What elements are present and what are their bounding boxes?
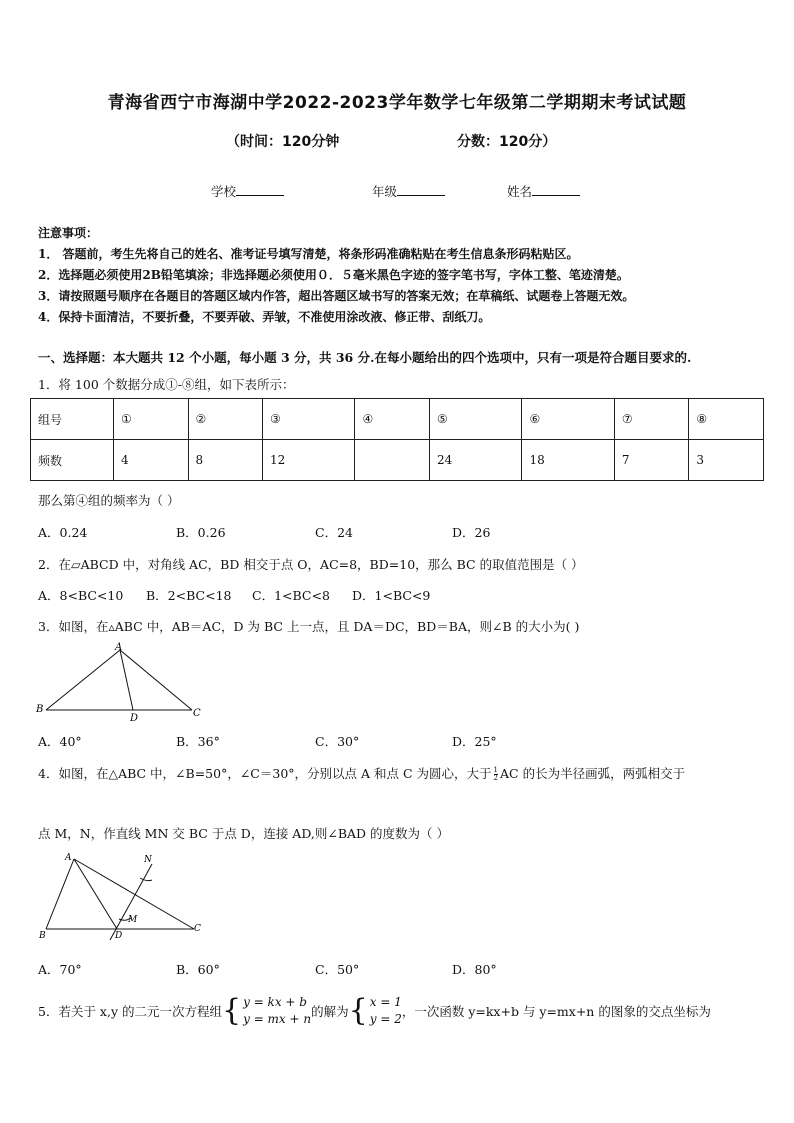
label-m: M [128, 915, 138, 925]
q3-option-a[interactable]: A．40° [38, 734, 82, 749]
equation-system: { y = kx + b y = mx + n [222, 993, 312, 1028]
notes-section [38, 223, 634, 328]
exam-time: （时间：120分钟 [226, 134, 340, 150]
name-label: 姓名 [507, 184, 533, 199]
table-cell [355, 440, 430, 481]
half-fraction [494, 767, 498, 782]
side-ab [46, 859, 74, 929]
table-cell: ① [114, 399, 189, 440]
label-c: C [194, 924, 201, 934]
table-cell: 24 [430, 440, 522, 481]
table-row [31, 440, 764, 481]
solution-x: x = 1 [369, 995, 402, 1009]
q4-option-b[interactable]: B．60° [176, 962, 220, 977]
q5-stem [38, 994, 711, 1028]
label-a: A [115, 642, 123, 653]
note-item: 1． 答题前，考生先将自己的姓名、准考证号填写清楚，将条形码准确粘贴在考生信息条形码粘贴区。 [38, 247, 579, 261]
notes-heading: 注意事项： [38, 226, 99, 240]
note-item: 2．选择题必须使用2B铅笔填涂；非选择题必须使用０．５毫米黑色字迹的签字笔书写，字体工整、笔迹清楚。 [38, 268, 629, 282]
frequency-table [30, 398, 764, 481]
q4-stem-a: 4．如图，在△ABC 中，∠B=50°，∠C＝30°，分别以点 A 和点 C 为圆心，大于 [38, 766, 492, 781]
frac-denominator: 2 [493, 774, 498, 782]
name-field [507, 182, 580, 200]
q3-option-d[interactable]: D．25° [452, 734, 497, 749]
equation-1: y = kx + b [243, 995, 307, 1009]
q3-option-c[interactable]: C．30° [315, 734, 360, 749]
q1-option-a[interactable]: A．0.24 [38, 525, 88, 540]
label-d: D [130, 713, 139, 724]
label-a: A [65, 853, 72, 863]
note-item: 3．请按照题号顺序在各题目的答题区域内作答，超出答题区域书写的答案无效；在草稿纸、试题卷上答题无效。 [38, 289, 635, 303]
table-cell: 3 [689, 440, 764, 481]
segment-ad [74, 859, 117, 929]
q1-option-b[interactable]: B．0.26 [176, 525, 226, 540]
q1-stem: 1．将 100 个数据分成①-⑧组，如下表所示： [38, 377, 295, 392]
q2-option-d[interactable]: D．1<BC<9 [352, 588, 431, 603]
q4-option-c[interactable]: C．50° [315, 962, 360, 977]
table-cell: 8 [188, 440, 263, 481]
table-cell: 12 [263, 440, 355, 481]
table-cell: ⑦ [614, 399, 689, 440]
q2-option-b[interactable]: B．2<BC<18 [146, 588, 232, 603]
q5-stem-a: 5．若关于 x,y 的二元一次方程组 [38, 1004, 222, 1019]
solution-y: y = 2 [369, 1012, 402, 1026]
q5-stem-b: 的解为 [311, 1004, 349, 1019]
label-n: N [144, 855, 152, 865]
table-cell: ⑤ [430, 399, 522, 440]
q2-stem: 2．在▱ABCD 中，对角线 AC，BD 相交于点 O，AC=8，BD=10，那么 BC 的取值范围是（ ） [38, 557, 584, 572]
q3-triangle-figure [30, 640, 215, 725]
label-d: D [115, 931, 123, 941]
table-cell: 7 [614, 440, 689, 481]
equation-2: y = mx + n [243, 1012, 312, 1026]
label-b: B [36, 704, 44, 715]
q4-stem-line1 [38, 764, 685, 782]
grade-field [372, 182, 445, 200]
q4-option-d[interactable]: D．80° [452, 962, 497, 977]
table-row [31, 399, 764, 440]
table-cell: 18 [522, 440, 614, 481]
q3-stem: 3．如图，在▵ABC 中，AB＝AC，D 为 BC 上一点，且 DA＝DC，BD＝BA，则∠B 的大小为( ) [38, 619, 580, 634]
q1-option-c[interactable]: C．24 [315, 525, 353, 540]
label-b: B [39, 931, 46, 941]
q4-option-a[interactable]: A．70° [38, 962, 82, 977]
q1-question: 那么第④组的频率为（ ） [38, 493, 180, 508]
q2-option-c[interactable]: C．1<BC<8 [252, 588, 330, 603]
table-cell: 4 [114, 440, 189, 481]
table-cell: ③ [263, 399, 355, 440]
q1-option-d[interactable]: D．26 [452, 525, 491, 540]
arc-n [140, 878, 152, 881]
table-cell: ④ [355, 399, 430, 440]
q4-construction-figure [36, 848, 211, 943]
solution-system: { x = 1 y = 2 [348, 993, 402, 1028]
q3-option-b[interactable]: B．36° [176, 734, 220, 749]
exam-title: 青海省西宁市海湖中学2022-2023学年数学七年级第二学期期末考试试题 [107, 93, 687, 113]
exam-score: 分数：120分） [457, 134, 557, 150]
q2-option-a[interactable]: A．8<BC<10 [38, 588, 124, 603]
q4-stem-b: AC 的长为半径画弧，两弧相交于 [500, 766, 686, 781]
table-cell: ⑥ [522, 399, 614, 440]
school-field [211, 182, 284, 200]
q5-stem-c: ，一次函数 y=kx+b 与 y=mx+n 的图象的交点坐标为 [401, 1004, 711, 1019]
grade-label: 年级 [372, 184, 398, 199]
table-cell: 组号 [31, 399, 114, 440]
table-cell: ② [188, 399, 263, 440]
school-label: 学校 [211, 184, 237, 199]
frac-numerator: 1 [493, 766, 498, 774]
table-cell: 频数 [31, 440, 114, 481]
table-cell: ⑧ [689, 399, 764, 440]
label-c: C [193, 708, 201, 719]
note-item: 4．保持卡面清洁，不要折叠，不要弄破、弄皱，不准使用涂改液、修正带、刮纸刀。 [38, 310, 491, 324]
section-heading: 一、选择题：本大题共 12 个小题，每小题 3 分，共 36 分.在每小题给出的四个选项中，只有一项是符合题目要求的. [38, 350, 692, 365]
q4-stem-c: 点 M，N，作直线 MN 交 BC 于点 D，连接 AD,则∠BAD 的度数为（ ） [38, 826, 450, 841]
side-ab [46, 650, 120, 710]
